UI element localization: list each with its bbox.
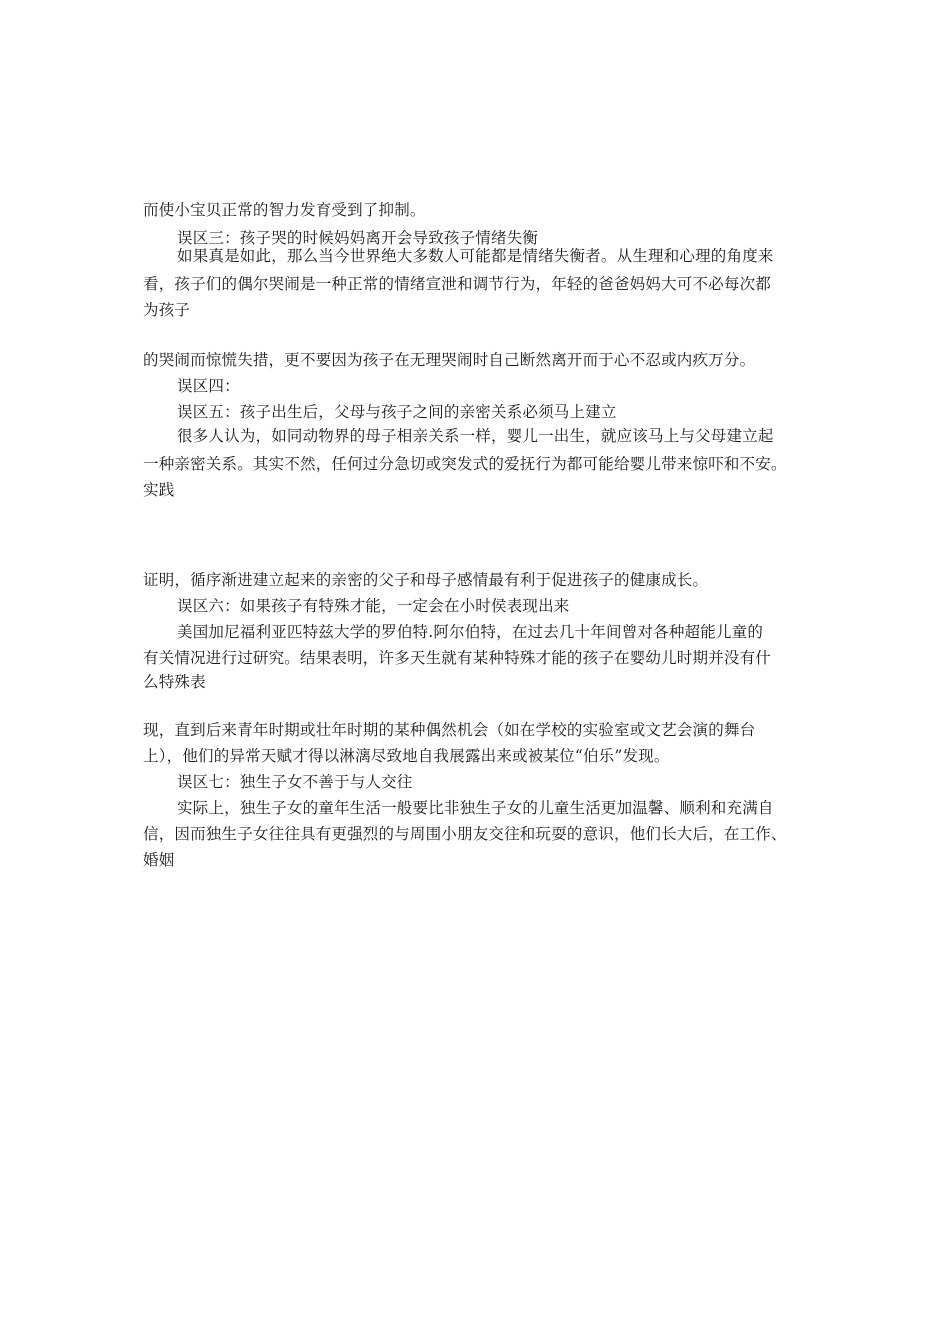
section-heading: 误区五：孩子出生后，父母与孩子之间的亲密关系必须马上建立 xyxy=(177,403,617,421)
section-heading: 误区四： xyxy=(177,377,240,395)
paragraph-line: 信，因而独生子女往往具有更强烈的与周围小朋友交往和玩耍的意识，他们长大后，在工作、 xyxy=(143,825,787,843)
section-heading: 误区六：如果孩子有特殊才能，一定会在小时侯表现出来 xyxy=(177,597,570,615)
paragraph-line: 么特殊表 xyxy=(143,673,206,691)
paragraph-line: 现，直到后来青年时期或壮年时期的某种偶然机会（如在学校的实验室或文艺会演的舞台 xyxy=(143,721,756,739)
paragraph-line: 婚姻 xyxy=(143,851,175,869)
paragraph-line: 看，孩子们的偶尔哭闹是一种正常的情绪宣泄和调节行为，年轻的爸爸妈妈大可不必每次都 xyxy=(143,275,772,293)
paragraph-line: 而使小宝贝正常的智力发育受到了抑制。 xyxy=(143,201,426,219)
section-heading: 误区三：孩子哭的时候妈妈离开会导致孩子情绪失衡 xyxy=(177,229,539,247)
paragraph-line: 为孩子 xyxy=(143,301,191,319)
section-heading: 误区七：独生子女不善于与人交往 xyxy=(177,773,413,791)
paragraph-line: 一种亲密关系。其实不然，任何过分急切或突发式的爱抚行为都可能给婴儿带来惊吓和不安。 xyxy=(143,455,787,473)
paragraph-line: 如果真是如此，那么当今世界绝大多数人可能都是情绪失衡者。从生理和心理的角度来 xyxy=(177,247,774,265)
paragraph-line: 美国加尼福利亚匹特兹大学的罗伯特.阿尔伯特，在过去几十年间曾对各种超能儿童的 xyxy=(177,623,764,641)
paragraph-line: 很多人认为，如同动物界的母子相亲关系一样，婴儿一出生，就应该马上与父母建立起 xyxy=(177,427,774,445)
paragraph-line: 实践 xyxy=(143,481,175,499)
paragraph-line: 实际上，独生子女的童年生活一般要比非独生子女的儿童生活更加温馨、顺利和充满自 xyxy=(177,799,774,817)
paragraph-line: 上），他们的异常天赋才得以淋漓尽致地自我展露出来或被某位“伯乐”发现。 xyxy=(143,747,670,765)
paragraph-line: 证明，循序渐进建立起来的亲密的父子和母子感情最有利于促进孩子的健康成长。 xyxy=(143,571,709,589)
paragraph-line: 有关情况进行过研究。结果表明，许多天生就有某种特殊才能的孩子在婴幼儿时期并没有什 xyxy=(143,649,772,667)
paragraph-line: 的哭闹而惊慌失措，更不要因为孩子在无理哭闹时自己断然离开而于心不忍或内疚万分。 xyxy=(143,351,756,369)
